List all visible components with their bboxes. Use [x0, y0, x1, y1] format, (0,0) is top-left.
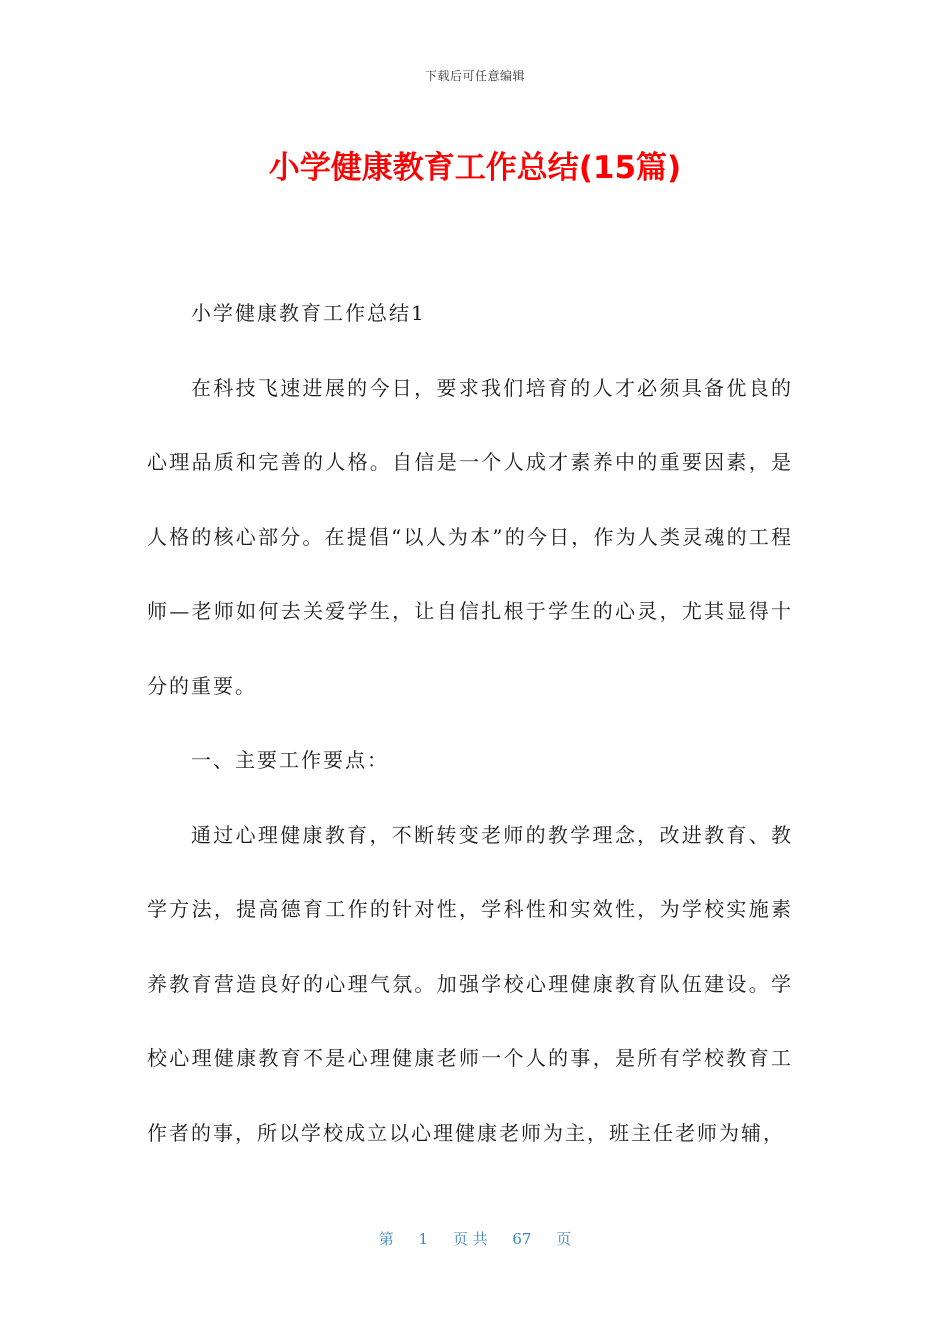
footer-page-mid: 页 共	[452, 1230, 488, 1248]
header-note: 下载后可任意编辑	[424, 69, 525, 83]
page-footer	[0, 1228, 950, 1249]
footer-page-prefix: 第	[378, 1230, 394, 1248]
footer-page-suffix: 页	[556, 1230, 572, 1248]
subsection-heading: 一、主要工作要点：	[191, 748, 389, 772]
footer-current-page: 1	[418, 1230, 429, 1248]
body-paragraph: 通过心理健康教育，不断转变老师的教学理念，改进教育、教学方法，提高德育工作的针对性，学科性和实效性，为学校实施素养教育营造良好的心理气氛。加强学校心理健康教育队伍建设。学校心理健康教育不是心理健康老师一个人的事，是所有学校教育工作者的事，所以学校成立以心理健康老师为主，班主任老师为辅，	[147, 822, 793, 1145]
document-body	[147, 276, 793, 1170]
document-title: 小学健康教育工作总结(15篇)	[268, 150, 682, 186]
body-paragraph: 在科技飞速进展的今日，要求我们培育的人才必须具备优良的心理品质和完善的人格。自信是一个人成才素养中的重要因素，是人格的核心部分。在提倡“以人为本”的今日，作为人类灵魂的工程师—老师如何去关爱学生，让自信扎根于学生的心灵，尤其显得十分的重要。	[147, 375, 793, 698]
section-heading: 小学健康教育工作总结1	[191, 301, 426, 325]
footer-total-pages: 67	[512, 1230, 532, 1248]
